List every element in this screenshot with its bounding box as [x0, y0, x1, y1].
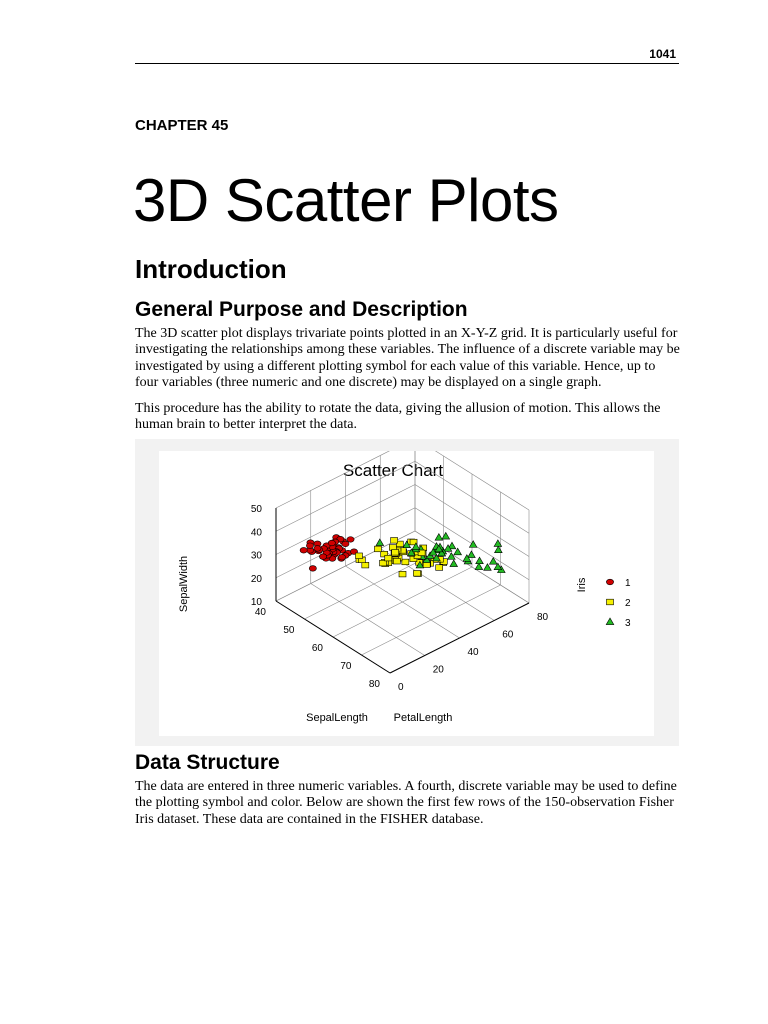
section-heading-introduction: Introduction [135, 254, 287, 284]
z-tick-label: 40 [467, 647, 479, 658]
scatter-chart [159, 451, 654, 736]
data-point-series-3 [376, 539, 384, 546]
data-point-series-2 [402, 559, 409, 565]
data-point-series-3 [469, 541, 477, 548]
x-tick-label: 40 [254, 607, 266, 618]
y-axis-title: SepalWidth [178, 555, 190, 613]
legend-label: 3 [625, 618, 631, 629]
x-tick-label: 70 [340, 661, 352, 672]
data-point-series-1 [306, 543, 313, 549]
data-point-series-2 [399, 571, 406, 577]
data-point-series-2 [355, 553, 362, 559]
subsection-heading-general-purpose: General Purpose and Description [135, 298, 468, 321]
data-point-series-2 [393, 558, 400, 564]
y-tick-label: 10 [250, 597, 262, 608]
legend-marker-1 [606, 579, 613, 585]
chart-canvas [159, 451, 654, 736]
data-point-series-1 [342, 541, 349, 547]
paragraph-data-structure: The data are entered in three numeric variables. A fourth, discrete variable may be used to define the plotting symbol and color. Below are shown the first few rows of the 150-observation Fisher Iris dataset. These data are contained in the FISHER database. [135, 779, 677, 827]
floor-gridline-x [333, 567, 472, 637]
y-tick-label: 20 [250, 573, 262, 585]
chart-title: Scatter Chart [342, 461, 444, 480]
z-axis-title: PetalLength [393, 712, 453, 724]
data-point-series-3 [450, 560, 458, 567]
data-point-series-1 [309, 566, 316, 572]
paragraph-rotation: This procedure has the ability to rotate the data, giving the allusion of motion. This allows the human brain to better interpret the data. [135, 401, 661, 433]
data-point-series-1 [300, 547, 307, 553]
legend-label: 2 [625, 598, 631, 609]
data-point-series-3 [468, 551, 476, 558]
x-tick-label: 80 [368, 679, 380, 690]
subsection-heading-data-structure: Data Structure [135, 751, 280, 774]
data-point-series-2 [385, 555, 392, 561]
legend-marker-2 [607, 599, 614, 605]
data-point-series-3 [448, 553, 456, 560]
z-tick-label: 80 [537, 612, 549, 623]
legend-title: Iris [576, 577, 588, 593]
z-tick-label: 60 [502, 629, 514, 641]
page-number: 1041 [649, 47, 676, 61]
data-point-series-3 [495, 546, 503, 553]
y-tick-label: 40 [250, 527, 262, 539]
data-point-series-3 [484, 564, 492, 571]
chart-frame [135, 439, 679, 746]
chapter-title: 3D Scatter Plots [133, 167, 559, 234]
y-tick-label: 50 [250, 504, 262, 515]
legend-marker-3 [606, 618, 614, 625]
data-point-series-2 [436, 565, 443, 571]
z-tick-label: 0 [398, 682, 404, 693]
data-point-series-1 [320, 554, 327, 560]
y-tick-label: 30 [250, 550, 262, 562]
data-point-series-2 [362, 562, 369, 568]
data-point-series-1 [328, 540, 335, 546]
data-point-series-1 [338, 554, 345, 560]
floor-gridline-x [362, 585, 501, 655]
header-rule [135, 63, 679, 64]
data-point-series-2 [392, 550, 399, 556]
x-axis-line [276, 601, 390, 673]
x-tick-label: 60 [311, 643, 323, 654]
data-point-series-3 [435, 534, 443, 541]
z-tick-label: 20 [432, 664, 444, 676]
x-axis-title: SepalLength [306, 712, 368, 724]
data-point-series-2 [374, 546, 381, 552]
data-point-series-3 [476, 557, 484, 564]
data-point-series-3 [442, 532, 450, 539]
paragraph-description: The 3D scatter plot displays trivariate points plotted in an X-Y-Z grid. It is particularly useful for investigating the relationships among these variables. The influence of a discrete variable may be investigated by using a different plotting symbol for each value of this variable. Hence, up to four variables (three numeric and one discrete) may be displayed on a single graph. [135, 326, 680, 390]
data-point-series-2 [391, 538, 398, 544]
chapter-label: CHAPTER 45 [135, 117, 229, 134]
x-tick-label: 50 [283, 625, 295, 636]
data-point-series-3 [454, 548, 462, 555]
data-point-series-2 [413, 571, 420, 577]
legend-label: 1 [625, 578, 631, 589]
